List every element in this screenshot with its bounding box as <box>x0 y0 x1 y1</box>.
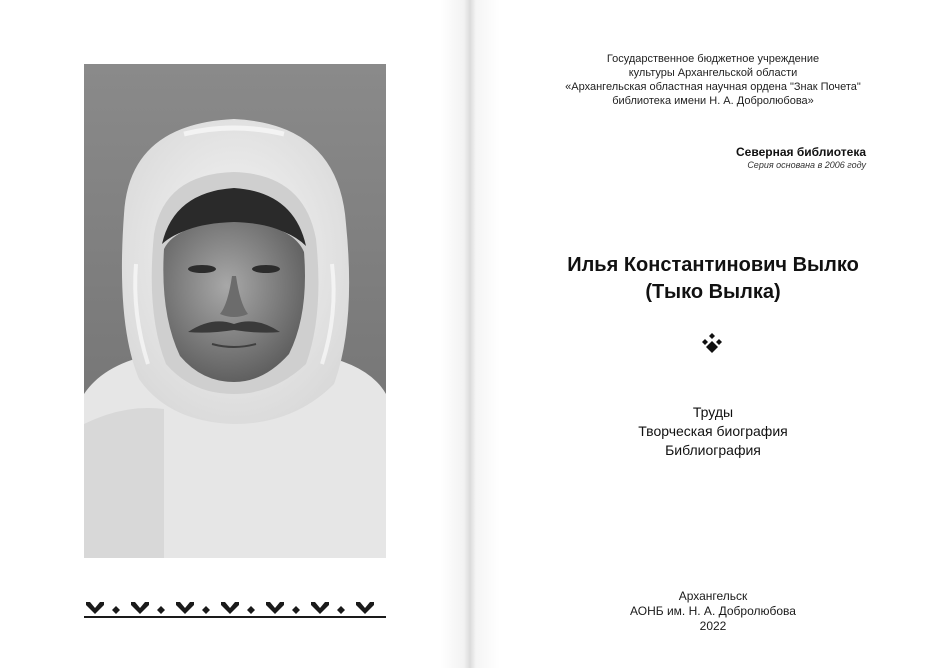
contents-item: Библиография <box>665 442 761 458</box>
series-title: Северная библиотека <box>736 145 866 159</box>
institution-block <box>490 52 936 108</box>
institution-line: библиотека имени Н. А. Добролюбова» <box>612 95 814 107</box>
contents-list <box>490 403 936 460</box>
book-title-line-1: Илья Константинович Вылко <box>567 254 859 276</box>
imprint-publisher: АОНБ им. Н. А. Добролюбова <box>630 604 796 618</box>
series-block <box>736 145 866 171</box>
institution-line: культуры Архангельской области <box>628 67 798 79</box>
nenets-pattern-ornament-icon <box>84 600 386 618</box>
imprint-year: 2022 <box>699 619 727 633</box>
imprint-block <box>490 589 936 634</box>
imprint-city: Архангельск <box>678 589 748 603</box>
contents-item: Творческая биография <box>638 423 788 439</box>
portrait-illustration <box>84 64 386 558</box>
diamond-emblem-icon <box>702 333 722 355</box>
portrait-photo <box>84 64 386 558</box>
contents-item: Труды <box>692 404 734 420</box>
left-page <box>0 0 470 668</box>
book-title <box>490 252 936 306</box>
series-subtitle: Серия основана в 2006 году <box>747 160 866 170</box>
book-title-line-2: (Тыко Вылка) <box>645 281 781 303</box>
institution-line: Государственное бюджетное учреждение <box>606 53 820 65</box>
institution-line: «Архангельская областная научная ордена "Знак Почета" <box>565 81 861 93</box>
